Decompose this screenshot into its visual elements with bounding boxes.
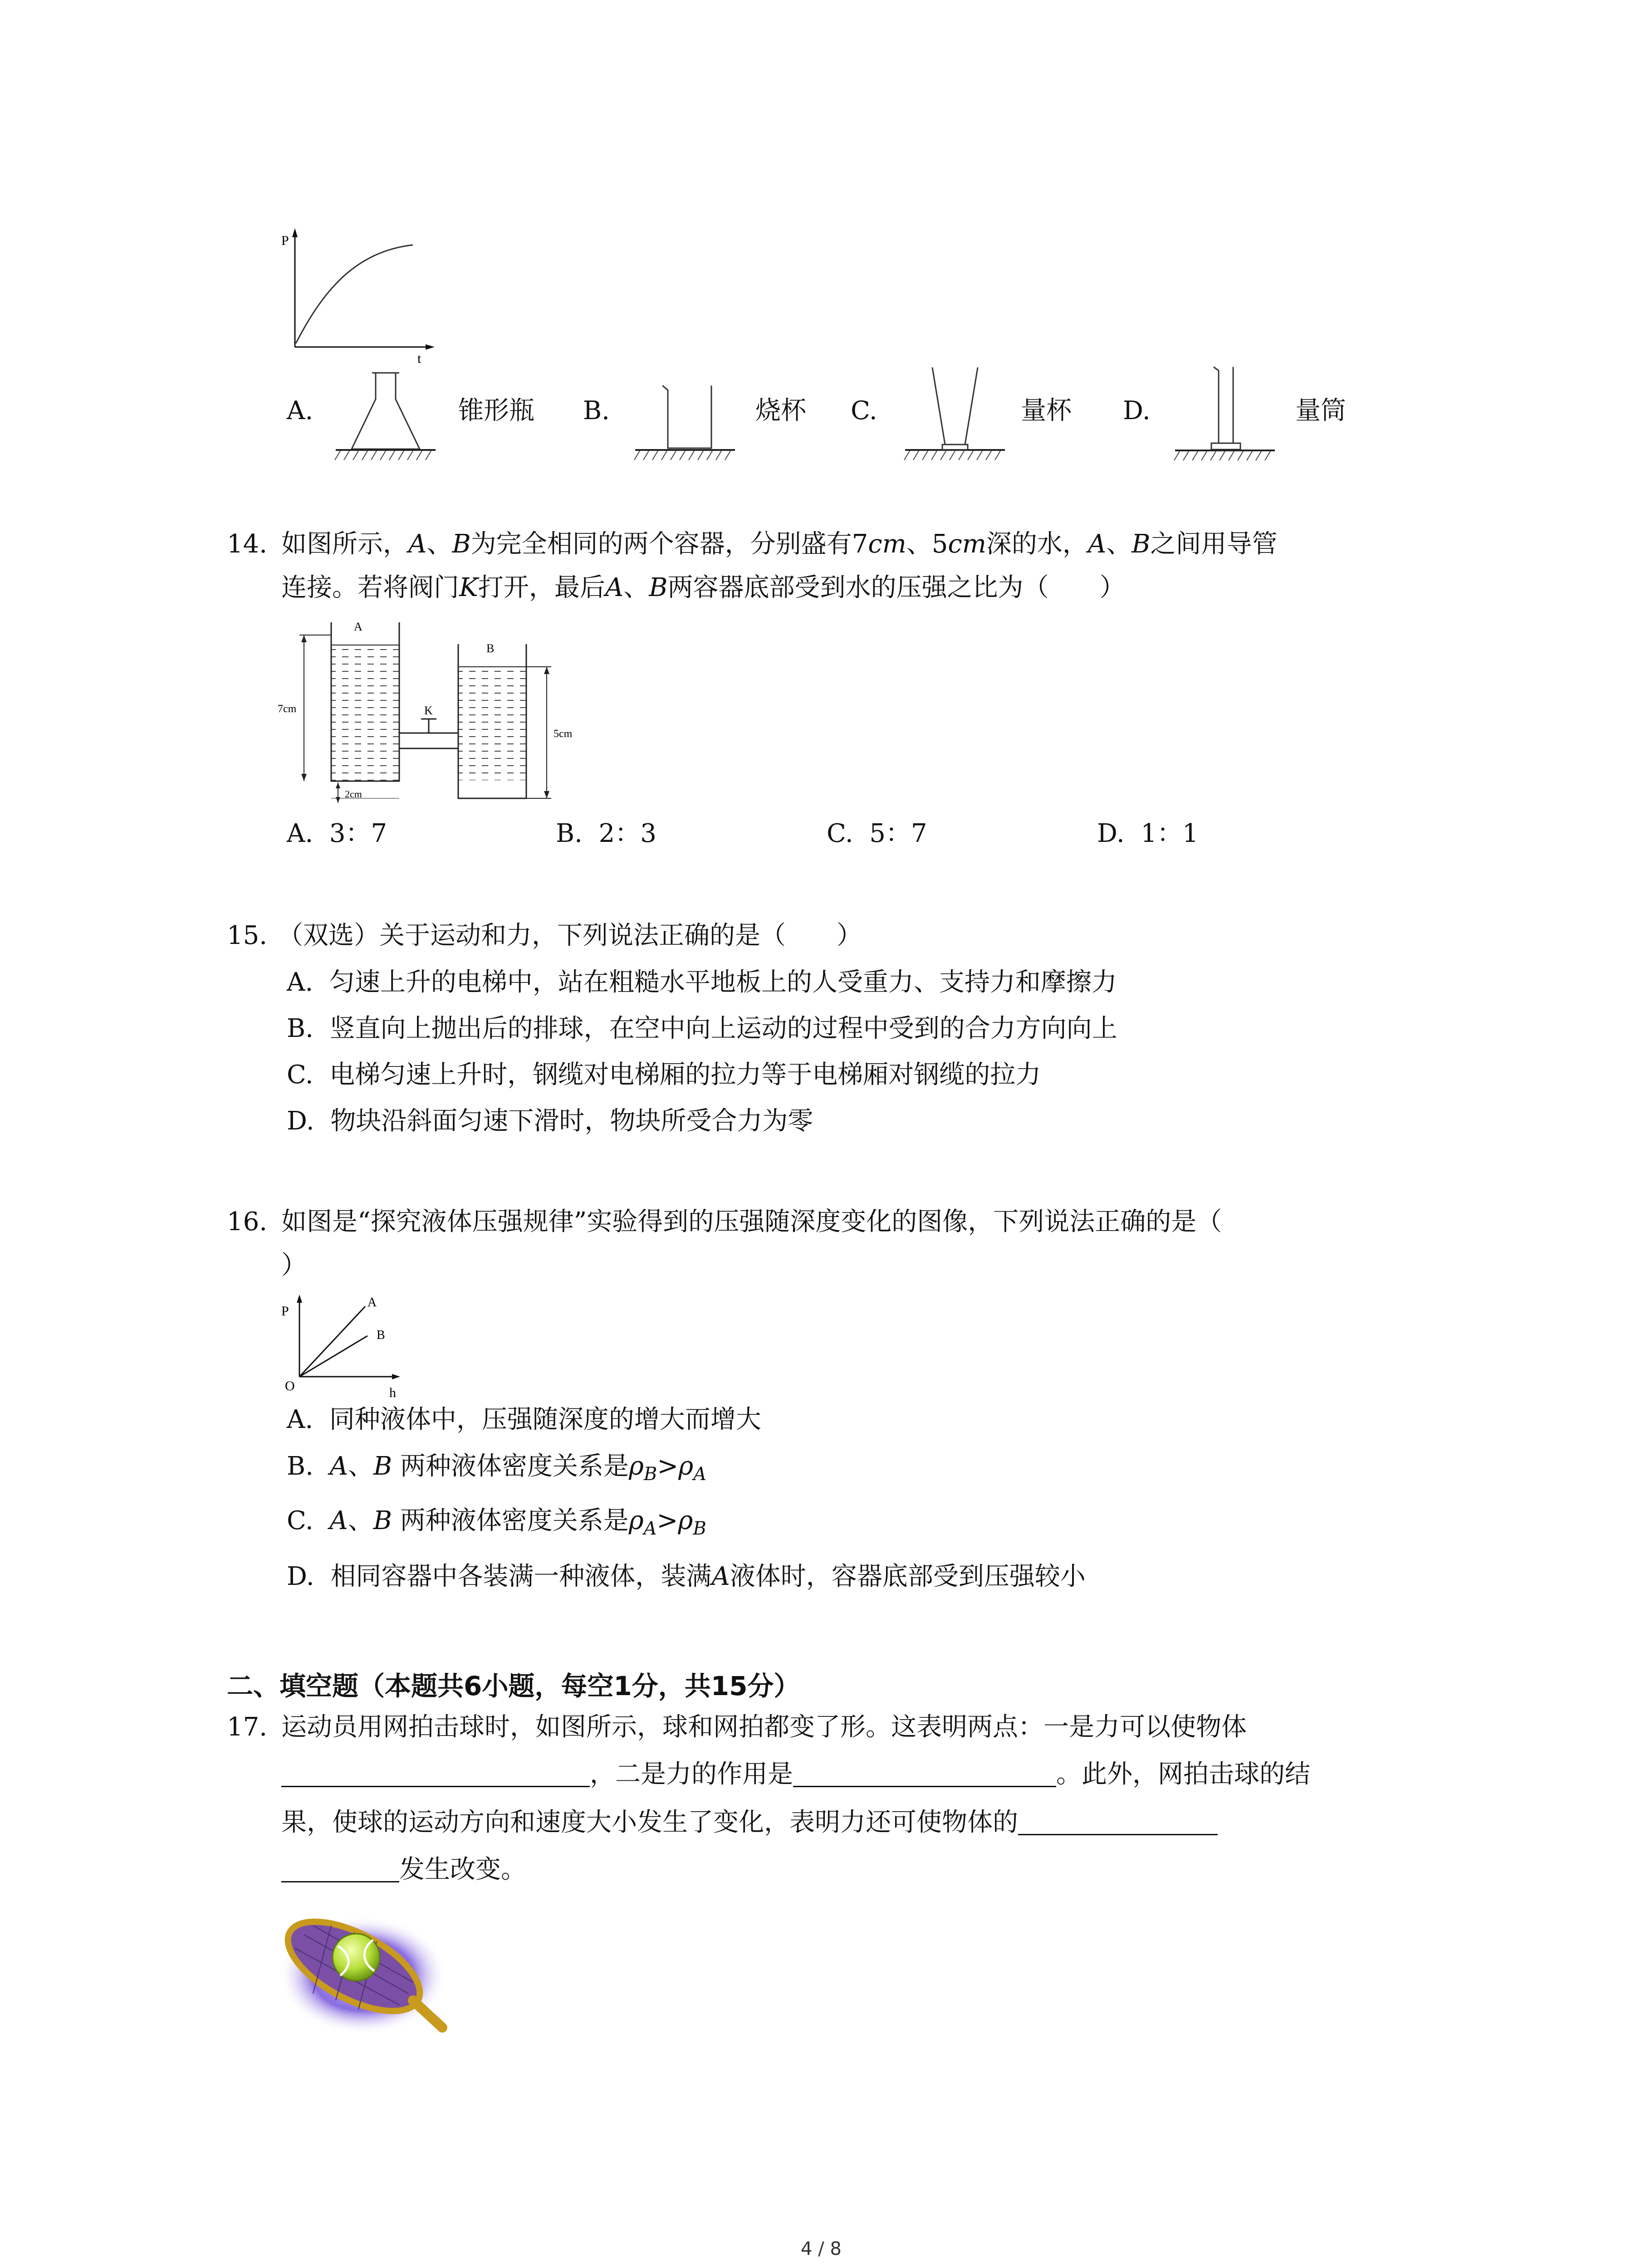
- q13-graph-y-label: P: [281, 233, 289, 248]
- q13-option-c-letter: C.: [851, 396, 877, 425]
- q13-option-d-label: 量筒: [1295, 396, 1346, 425]
- q16-number: 16.: [227, 1207, 268, 1237]
- q14-number: 14.: [227, 529, 268, 559]
- q13-option-a-label: 锥形瓶: [458, 396, 534, 425]
- q14-label-b: B: [486, 642, 495, 655]
- q16-graph-x-label: h: [389, 1385, 396, 1400]
- q15-option-b: B. 竖直向上抛出后的排球，在空中向上运动的过程中受到的合力方向向上: [287, 1014, 1117, 1043]
- q17-line1: 运动员用网拍击球时，如图所示，球和网拍都变了形。这表明两点：一是力可以使物体: [281, 1712, 1247, 1742]
- q17-blank-3b[interactable]: [281, 1857, 399, 1882]
- q16-option-b: B. A、B 两种液体密度关系是$\rho_B>\rho_A$: [287, 1452, 707, 1485]
- flask-icon: [331, 367, 440, 467]
- q16-option-a: A. 同种液体中，压强随深度的增大而增大: [287, 1405, 761, 1434]
- section-heading-fill-in: 二、填空题（本题共6小题，每空1分，共15分）: [227, 1671, 800, 1701]
- q15-option-a: A. 匀速上升的电梯中，站在粗糙水平地板上的人受重力、支持力和摩擦力: [287, 968, 1117, 997]
- q14-label-a: A: [354, 620, 362, 633]
- q16-graph-y-label: P: [281, 1304, 289, 1319]
- q14-dim-5cm: 5cm: [554, 728, 573, 740]
- q13-option-a-letter: A.: [287, 396, 314, 425]
- q13-pt-graph: [272, 225, 445, 370]
- q16-stem-line1: 如图是“探究液体压强规律”实验得到的压强随深度变化的图像，下列说法正确的是（: [281, 1207, 1222, 1237]
- q17-line2: ，二是力的作用是 。此外，网拍击球的结: [281, 1762, 1310, 1787]
- q13-option-d-letter: D.: [1123, 396, 1151, 425]
- q14-option-c: C. 5：7: [827, 819, 927, 848]
- q14-stem-line1: 如图所示，A、B为完全相同的两个容器，分别盛有7cm、5cm深的水，A、B之间用导管: [281, 529, 1278, 559]
- q16-ph-graph: [272, 1288, 417, 1402]
- q15-number: 15.: [227, 921, 268, 950]
- q17-line4: 发生改变。: [281, 1857, 526, 1882]
- q17-blank-3a[interactable]: [1018, 1810, 1218, 1835]
- q14-stem-line2: 连接。若将阀门K打开，最后A、B两容器底部受到水的压强之比为（ ）: [281, 573, 1125, 602]
- page-number: 4 / 8: [801, 2239, 842, 2259]
- q15-option-c: C. 电梯匀速上升时，钢缆对电梯厢的拉力等于电梯厢对钢缆的拉力: [287, 1060, 1041, 1090]
- graduated-cylinder-icon: [1171, 361, 1279, 467]
- q14-container-diagram: [277, 617, 603, 807]
- q14-dim-7cm: 7cm: [278, 703, 297, 715]
- q16-stem-line2: ）: [281, 1251, 307, 1280]
- q14-dim-2cm: 2cm: [345, 788, 362, 800]
- beaker-icon: [631, 367, 740, 467]
- measuring-cup-icon: [901, 363, 1009, 467]
- q13-graph-x-label: t: [417, 351, 421, 366]
- q13-option-c-label: 量杯: [1021, 396, 1072, 425]
- q16-graph-origin: O: [285, 1378, 295, 1393]
- q14-option-b: B. 2：3: [556, 819, 656, 848]
- q16-option-c: C. A、B 两种液体密度关系是$\rho_A>\rho_B$: [287, 1506, 706, 1540]
- q17-blank-2[interactable]: [793, 1762, 1056, 1787]
- q13-option-b-label: 烧杯: [755, 396, 806, 425]
- q13-option-b-letter: B.: [583, 396, 610, 425]
- q16-graph-line-a: A: [367, 1295, 377, 1310]
- q17-number: 17.: [227, 1712, 268, 1742]
- q16-option-d: D. 相同容器中各装满一种液体，装满A液体时，容器底部受到压强较小: [287, 1562, 1086, 1591]
- q15-stem: （双选）关于运动和力，下列说法正确的是（ ）: [278, 921, 862, 950]
- q15-option-d: D. 物块沿斜面匀速下滑时，物块所受合力为零: [287, 1106, 813, 1136]
- q17-line3: 果，使球的运动方向和速度大小发生了变化，表明力还可使物体的: [281, 1810, 1218, 1835]
- q14-option-d: D. 1：1: [1097, 819, 1199, 848]
- q16-graph-line-b: B: [377, 1328, 385, 1342]
- q14-option-a: A. 3：7: [287, 819, 387, 848]
- q17-blank-1[interactable]: [281, 1762, 590, 1787]
- q14-label-k: K: [424, 704, 433, 717]
- tennis-racket-ball-icon: [277, 1907, 449, 2039]
